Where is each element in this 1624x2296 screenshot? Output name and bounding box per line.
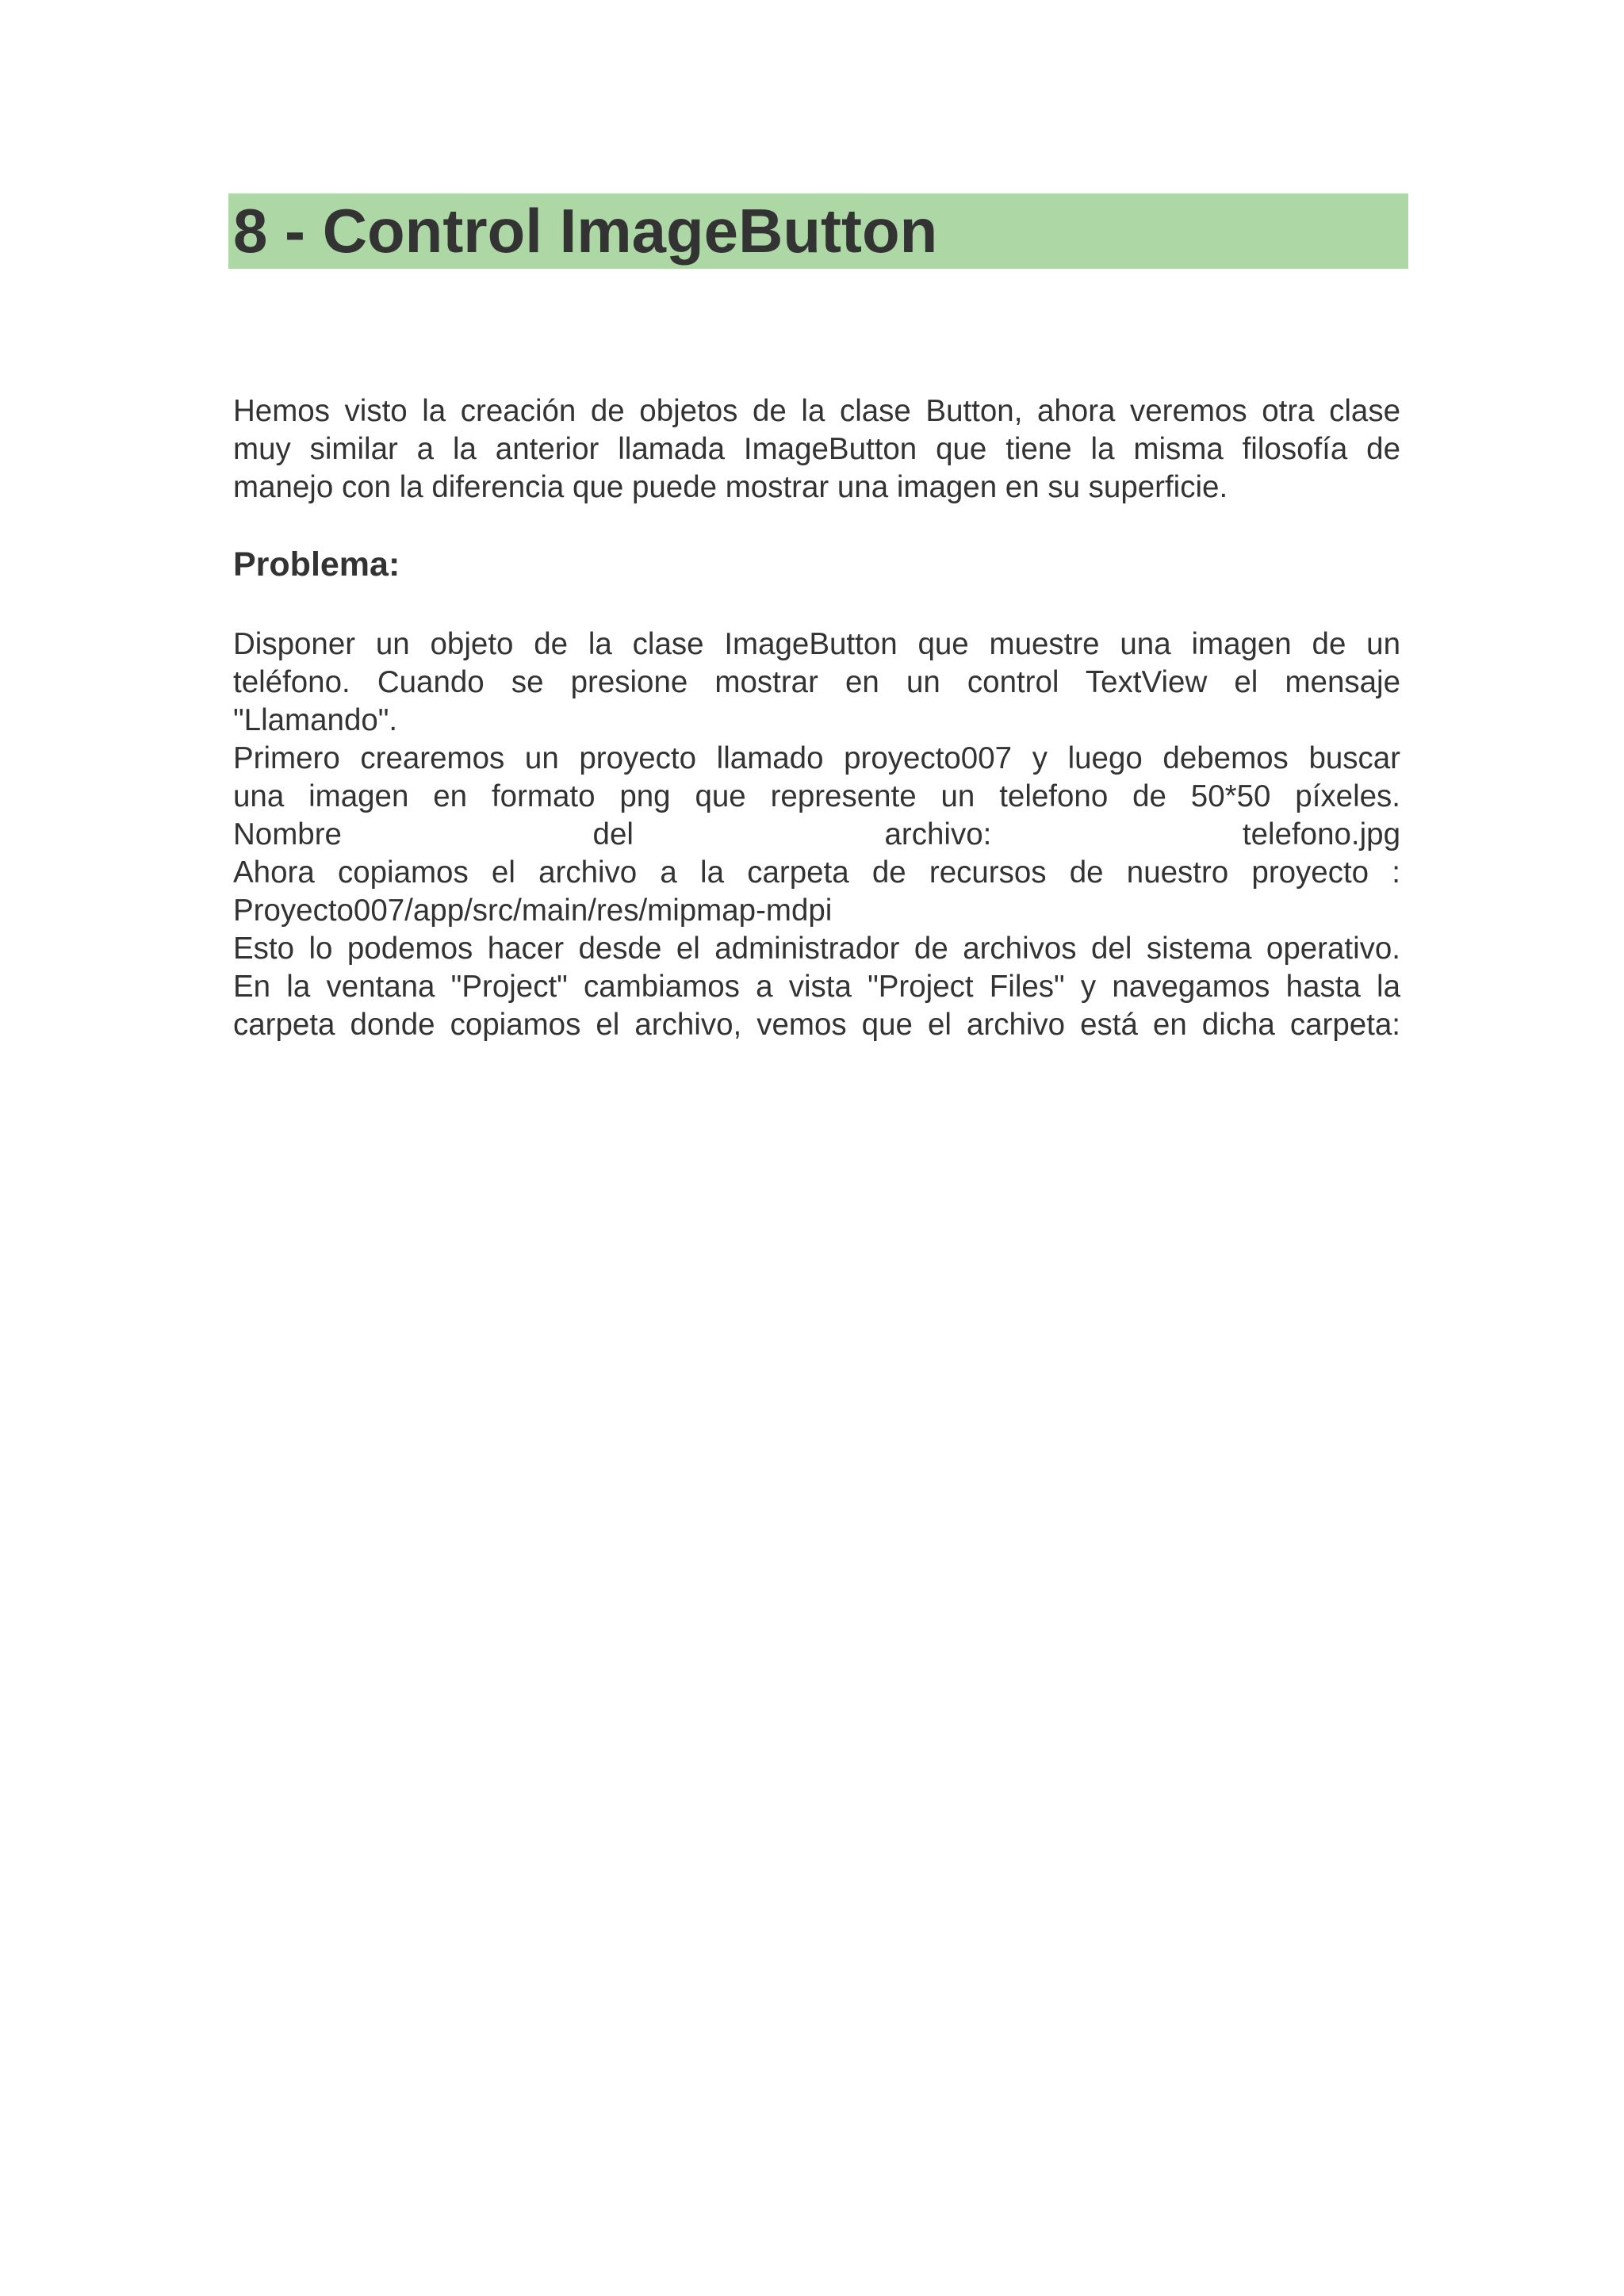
problem-line: una imagen en formato png que represente un telefono de 50*50 píxeles. [233,779,1400,813]
intro-paragraph [233,392,1400,507]
problem-paragraph [233,626,1400,1044]
problem-line: Esto lo podemos hacer desde el administrador de archivos del sistema operativo. [233,932,1400,966]
problem-line: teléfono. Cuando se presione mostrar en un control TextView el mensaje [233,665,1400,699]
problem-line: Disponer un objeto de la clase ImageButton que muestre una imagen de un [233,627,1400,661]
problem-line: Proyecto007/app/src/main/res/mipmap-mdpi [233,894,833,928]
problem-line: Nombre del archivo: telefono.jpg [233,817,1400,851]
problem-line: "Llamando". [233,703,398,737]
title-bar [228,193,1408,269]
problem-line: Primero crearemos un proyecto llamado proyecto007 y luego debemos buscar [233,741,1400,775]
problem-line: carpeta donde copiamos el archivo, vemos que el archivo está en dicha carpeta: [233,1008,1400,1042]
intro-line: Hemos visto la creación de objetos de la clase Button, ahora veremos otra clase [233,394,1400,428]
problem-line: Ahora copiamos el archivo a la carpeta de recursos de nuestro proyecto : [233,855,1400,890]
problem-line: En la ventana "Project" cambiamos a vista "Project Files" y navegamos hasta la [233,970,1400,1004]
page-title: 8 - Control ImageButton [233,196,938,266]
problem-heading: Problema: [233,545,400,584]
intro-line: manejo con la diferencia que puede mostrar una imagen en su superficie. [233,470,1228,504]
intro-line: muy similar a la anterior llamada ImageButton que tiene la misma filosofía de [233,432,1400,466]
